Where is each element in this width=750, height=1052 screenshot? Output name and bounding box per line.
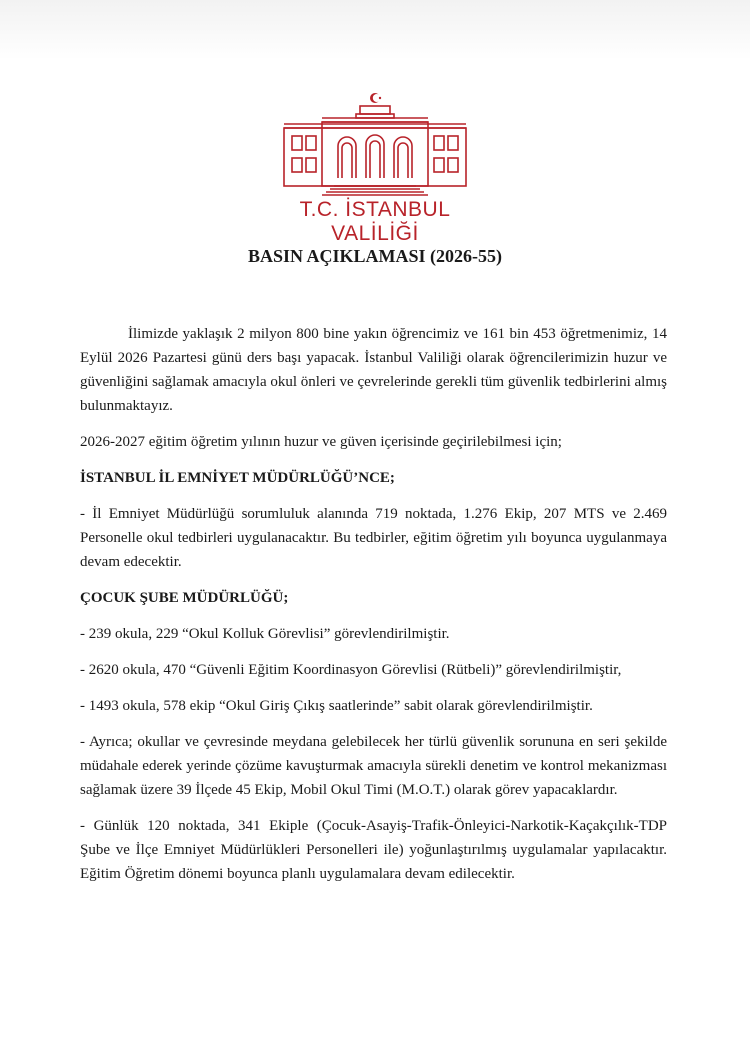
list-item: - İl Emniyet Müdürlüğü sorumluluk alanında 719 noktada, 1.276 Ekip, 207 MTS ve 2.469 Personelle okul tedbirleri uygulanacaktır. Bu tedbirler, eğitim öğretim yılı boyunca uygulanmaya devam edecektir.: [80, 506, 667, 570]
list-item: - Günlük 120 noktada, 341 Ekiple (Çocuk-Asayiş-Trafik-Önleyici-Narkotik-Kaçakçılık-TDP Şube ve İlçe Emniyet Müdürlükleri Personelleri ile) yoğunlaştırılmış uygulamalar yapılacaktır. Eğitim Öğretim dönemi boyunca planlı uygulamalara devam edilecektir.: [80, 818, 667, 882]
logo-text: T.C. İSTANBUL VALİLİĞİ: [299, 198, 451, 245]
governorship-logo: [278, 88, 472, 245]
section-heading-child-branch: ÇOCUK ŞUBE MÜDÜRLÜĞÜ;: [80, 590, 289, 606]
section-heading-police: İSTANBUL İL EMNİYET MÜDÜRLÜĞÜ’NCE;: [80, 470, 395, 486]
document-body: [80, 322, 667, 898]
list-item: - 239 okula, 229 “Okul Kolluk Görevlisi” görevlendirilmiştir.: [80, 626, 450, 642]
intro-paragraph: İlimizde yaklaşık 2 milyon 800 bine yakın öğrencimiz ve 161 bin 453 öğretmenimiz, 14 Eylül 2026 Pazartesi günü ders başı yapacak. İstanbul Valiliği olarak öğrencilerimizin huzur ve güvenliğini sağlamak amacıyla okul önleri ve çevrelerinde gerekli tüm güvenlik tedbirlerini almış bulunmaktayız.: [80, 326, 667, 414]
governorship-building-icon: [278, 88, 472, 196]
purpose-paragraph: 2026-2027 eğitim öğretim yılının huzur ve güven içerisinde geçirilebilmesi için;: [80, 434, 562, 450]
list-item: - 1493 okula, 578 ekip “Okul Giriş Çıkış saatlerinde” sabit olarak görevlendirilmiştir.: [80, 698, 593, 714]
list-item: - 2620 okula, 470 “Güvenli Eğitim Koordinasyon Görevlisi (Rütbeli)” görevlendirilmiştir,: [80, 662, 622, 678]
list-item: - Ayrıca; okullar ve çevresinde meydana gelebilecek her türlü güvenlik sorununa en seri şekilde müdahale ederek yerinde çözüme kavuşturmak amacıyla sürekli denetim ve kontrol mekanizması sağlamak üzere 39 İlçede 45 Ekip, Mobil Okul Timi (M.O.T.) olarak görev yapacaklardır.: [80, 734, 667, 798]
page-title: BASIN AÇIKLAMASI (2026-55): [247, 246, 503, 266]
